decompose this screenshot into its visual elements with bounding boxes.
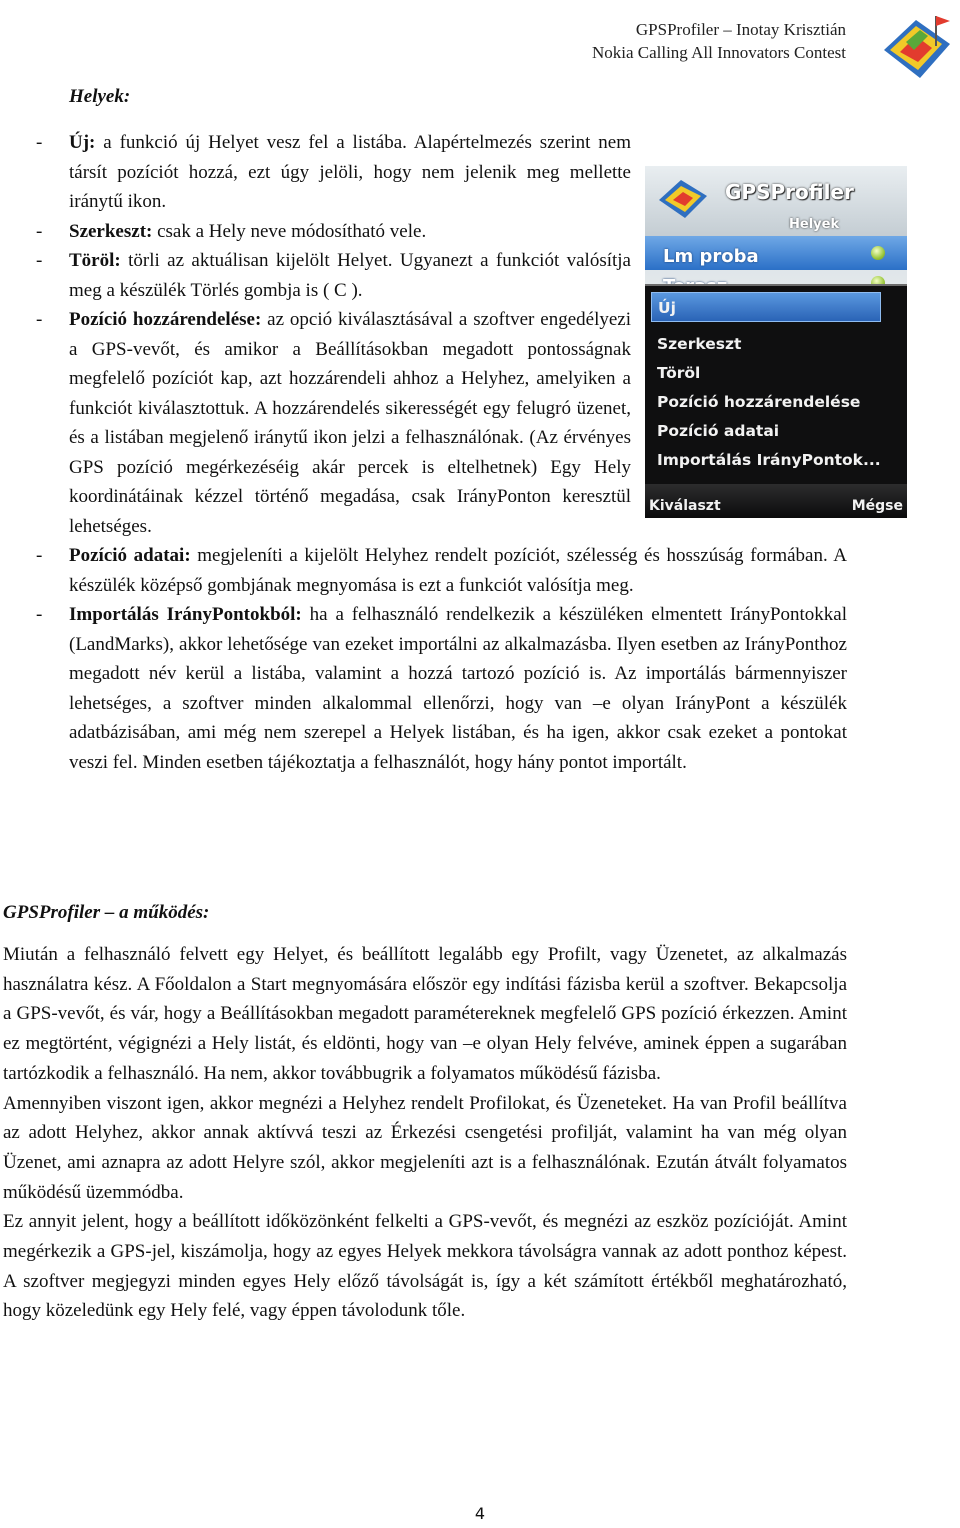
tab-helyek[interactable]: Helyek bbox=[789, 217, 840, 232]
document-header bbox=[592, 18, 846, 64]
menu-item-szerkeszt[interactable]: Szerkeszt bbox=[657, 335, 742, 353]
item-text: az opció kiválasztásával a szoftver engedélyezi a GPS-vevőt, és amikor a Beállításokban megadott pontosságnak megfelelő pozíciót kap, azt hozzárendeli ahhoz a Helyhez, amelyiken a funkciót kiválasztottuk. A hozzárendelés sikerességét egy felugró üzenet, és a listában megjelenő iránytű ikon jelzi a felhasználónak. (Az érvényes GPS pozíció megérkezéséig akár percek is eltelhetnek) Egy Hely koordinátáinak kézzel történő megadása, csak IrányPonton keresztül lehetséges. bbox=[69, 309, 631, 537]
compass-icon bbox=[871, 246, 885, 260]
section-heading-mukodes: GPSProfiler – a működés: bbox=[3, 902, 210, 923]
menu-item-pozicio-adatai[interactable]: Pozíció adatai bbox=[657, 422, 780, 440]
menu-item-torol[interactable]: Töröl bbox=[657, 364, 701, 382]
paragraph: Ez annyit jelent, hogy a beállított időközönként felkelti a GPS-vevőt, és megnézi az eszköz pozícióját. Amint megérkezik a GPS-jel, kiszámolja, hogy az egyes Helyek mekkora távolságra vannak az adott ponthoz képest. A szoftver megjegyzi minden egyes Hely előző távolságát is, így a két számított értékből meghatározható, hogy közeledünk egy Hely felé, vagy éppen távolodunk tőle. bbox=[3, 1211, 847, 1322]
list-item bbox=[0, 305, 847, 541]
app-title: - GPSProfiler bbox=[725, 180, 854, 204]
mukodes-body bbox=[3, 940, 847, 1326]
list-item bbox=[0, 246, 847, 305]
list-item bbox=[0, 541, 847, 600]
item-text: megjeleníti a kijelölt Helyhez rendelt pozíciót, szélesség és hosszúság formában. A készülék középső gombjának megnyomása is ezt a funkciót valósítja meg. bbox=[69, 545, 848, 596]
list-row-lm-proba[interactable]: Lm proba bbox=[663, 246, 759, 267]
item-lead: Pozíció adatai: bbox=[69, 545, 191, 566]
item-lead: Új: bbox=[69, 132, 96, 153]
page-number: 4 bbox=[474, 1504, 486, 1523]
gpsprofiler-logo-icon bbox=[876, 6, 956, 86]
item-text: törli az aktuálisan kijelölt Helyet. Ugyanezt a funkciót valósítja meg a készülék Törlés gombja is ( C ). bbox=[69, 250, 631, 301]
item-lead: Szerkeszt: bbox=[69, 220, 153, 242]
menu-item-uj[interactable]: Új bbox=[651, 292, 881, 322]
menu-item-pozicio-hozzarendelese[interactable]: Pozíció hozzárendelése bbox=[657, 393, 861, 411]
item-lead: Töröl: bbox=[69, 250, 121, 271]
item-text: csak a Hely neve módosítható vele. bbox=[152, 220, 427, 242]
item-text: ha a felhasználó rendelkezik a készüléken elmentett IrányPontokkal (LandMarks), akkor lehetősége van ezeket importálni az alkalmazásba. Ilyen esetben az IrányPonthoz megadott név kerül a listába, valamint a hozzá tartozó pozíció is. Az importálás bármennyiszer lehetséges, a szoftver minden alkalommal ellenőrzi, hogy van –e olyan IrányPont a készülék adatbázisában, ami még nem szerepel a Helyek listában, és ha igen, akkor csak ezeket a pontokat veszi fel. Minden esetben tájékoztatja a felhasználót, hogy hány pontot importált. bbox=[69, 604, 848, 773]
softkey-megse[interactable]: Mégse bbox=[851, 498, 903, 514]
item-lead: Importálás IrányPontokból: bbox=[69, 604, 302, 625]
softkey-kivalaszt[interactable]: Kiválaszt bbox=[649, 498, 721, 514]
item-lead: Pozíció hozzárendelése: bbox=[69, 309, 262, 330]
list-item bbox=[0, 600, 847, 777]
menu-item-importalas[interactable]: Importálás IrányPontok... bbox=[657, 451, 881, 469]
header-contest-line: Nokia Calling All Innovators Contest bbox=[591, 43, 846, 62]
list-item bbox=[0, 217, 847, 247]
item-text: a funkció új Helyet vesz fel a listába. Alapértelmezés szerint nem társít pozíciót hozzá, ezt úgy jelöli, hogy nem jelenik meg mellette iránytű ikon. bbox=[69, 132, 631, 212]
paragraph: Amennyiben viszont igen, akkor megnézi a Helyhez rendelt Profilokat, és Üzeneteket. Ha van Profil beállítva az adott Helyhez, akkor annak aktívvá teszi az Érkezési csengetési profilját, valamint ha van még olyan Üzenet, ami aznapra az adott Helyre szól, akkor megjeleníti azt is a felhasználónak. Ezután átvált folyamatos működésű üzemmódba. bbox=[3, 1092, 847, 1203]
helyek-function-list bbox=[0, 128, 960, 777]
paragraph: Miután a felhasználó felvett egy Helyet, és beállított legalább egy Profilt, vagy Üzenetet, az alkalmazás használatra kész. A Főoldalon a Start megnyomására először egy indítási fázisba kerül a szoftver. Bekapcsolja a GPS-vevőt, és vár, hogy a Beállításokban megadott paramétereknek megfelelő GPS pozíció érkezzen. Amint ez megtörtént, végignézi a Hely listát, és eldönti, hogy van –e olyan Hely felvéve, aminek éppen a sugarában tartózkodik a felhasználó. Ha nem, akkor továbbugrik a folyamatos működésű fázisba. bbox=[3, 944, 847, 1084]
header-author-line: GPSProfiler – Inotay Krisztián bbox=[635, 20, 846, 39]
app-logo-icon bbox=[655, 172, 711, 222]
section-heading-helyek: Helyek: bbox=[69, 86, 131, 107]
